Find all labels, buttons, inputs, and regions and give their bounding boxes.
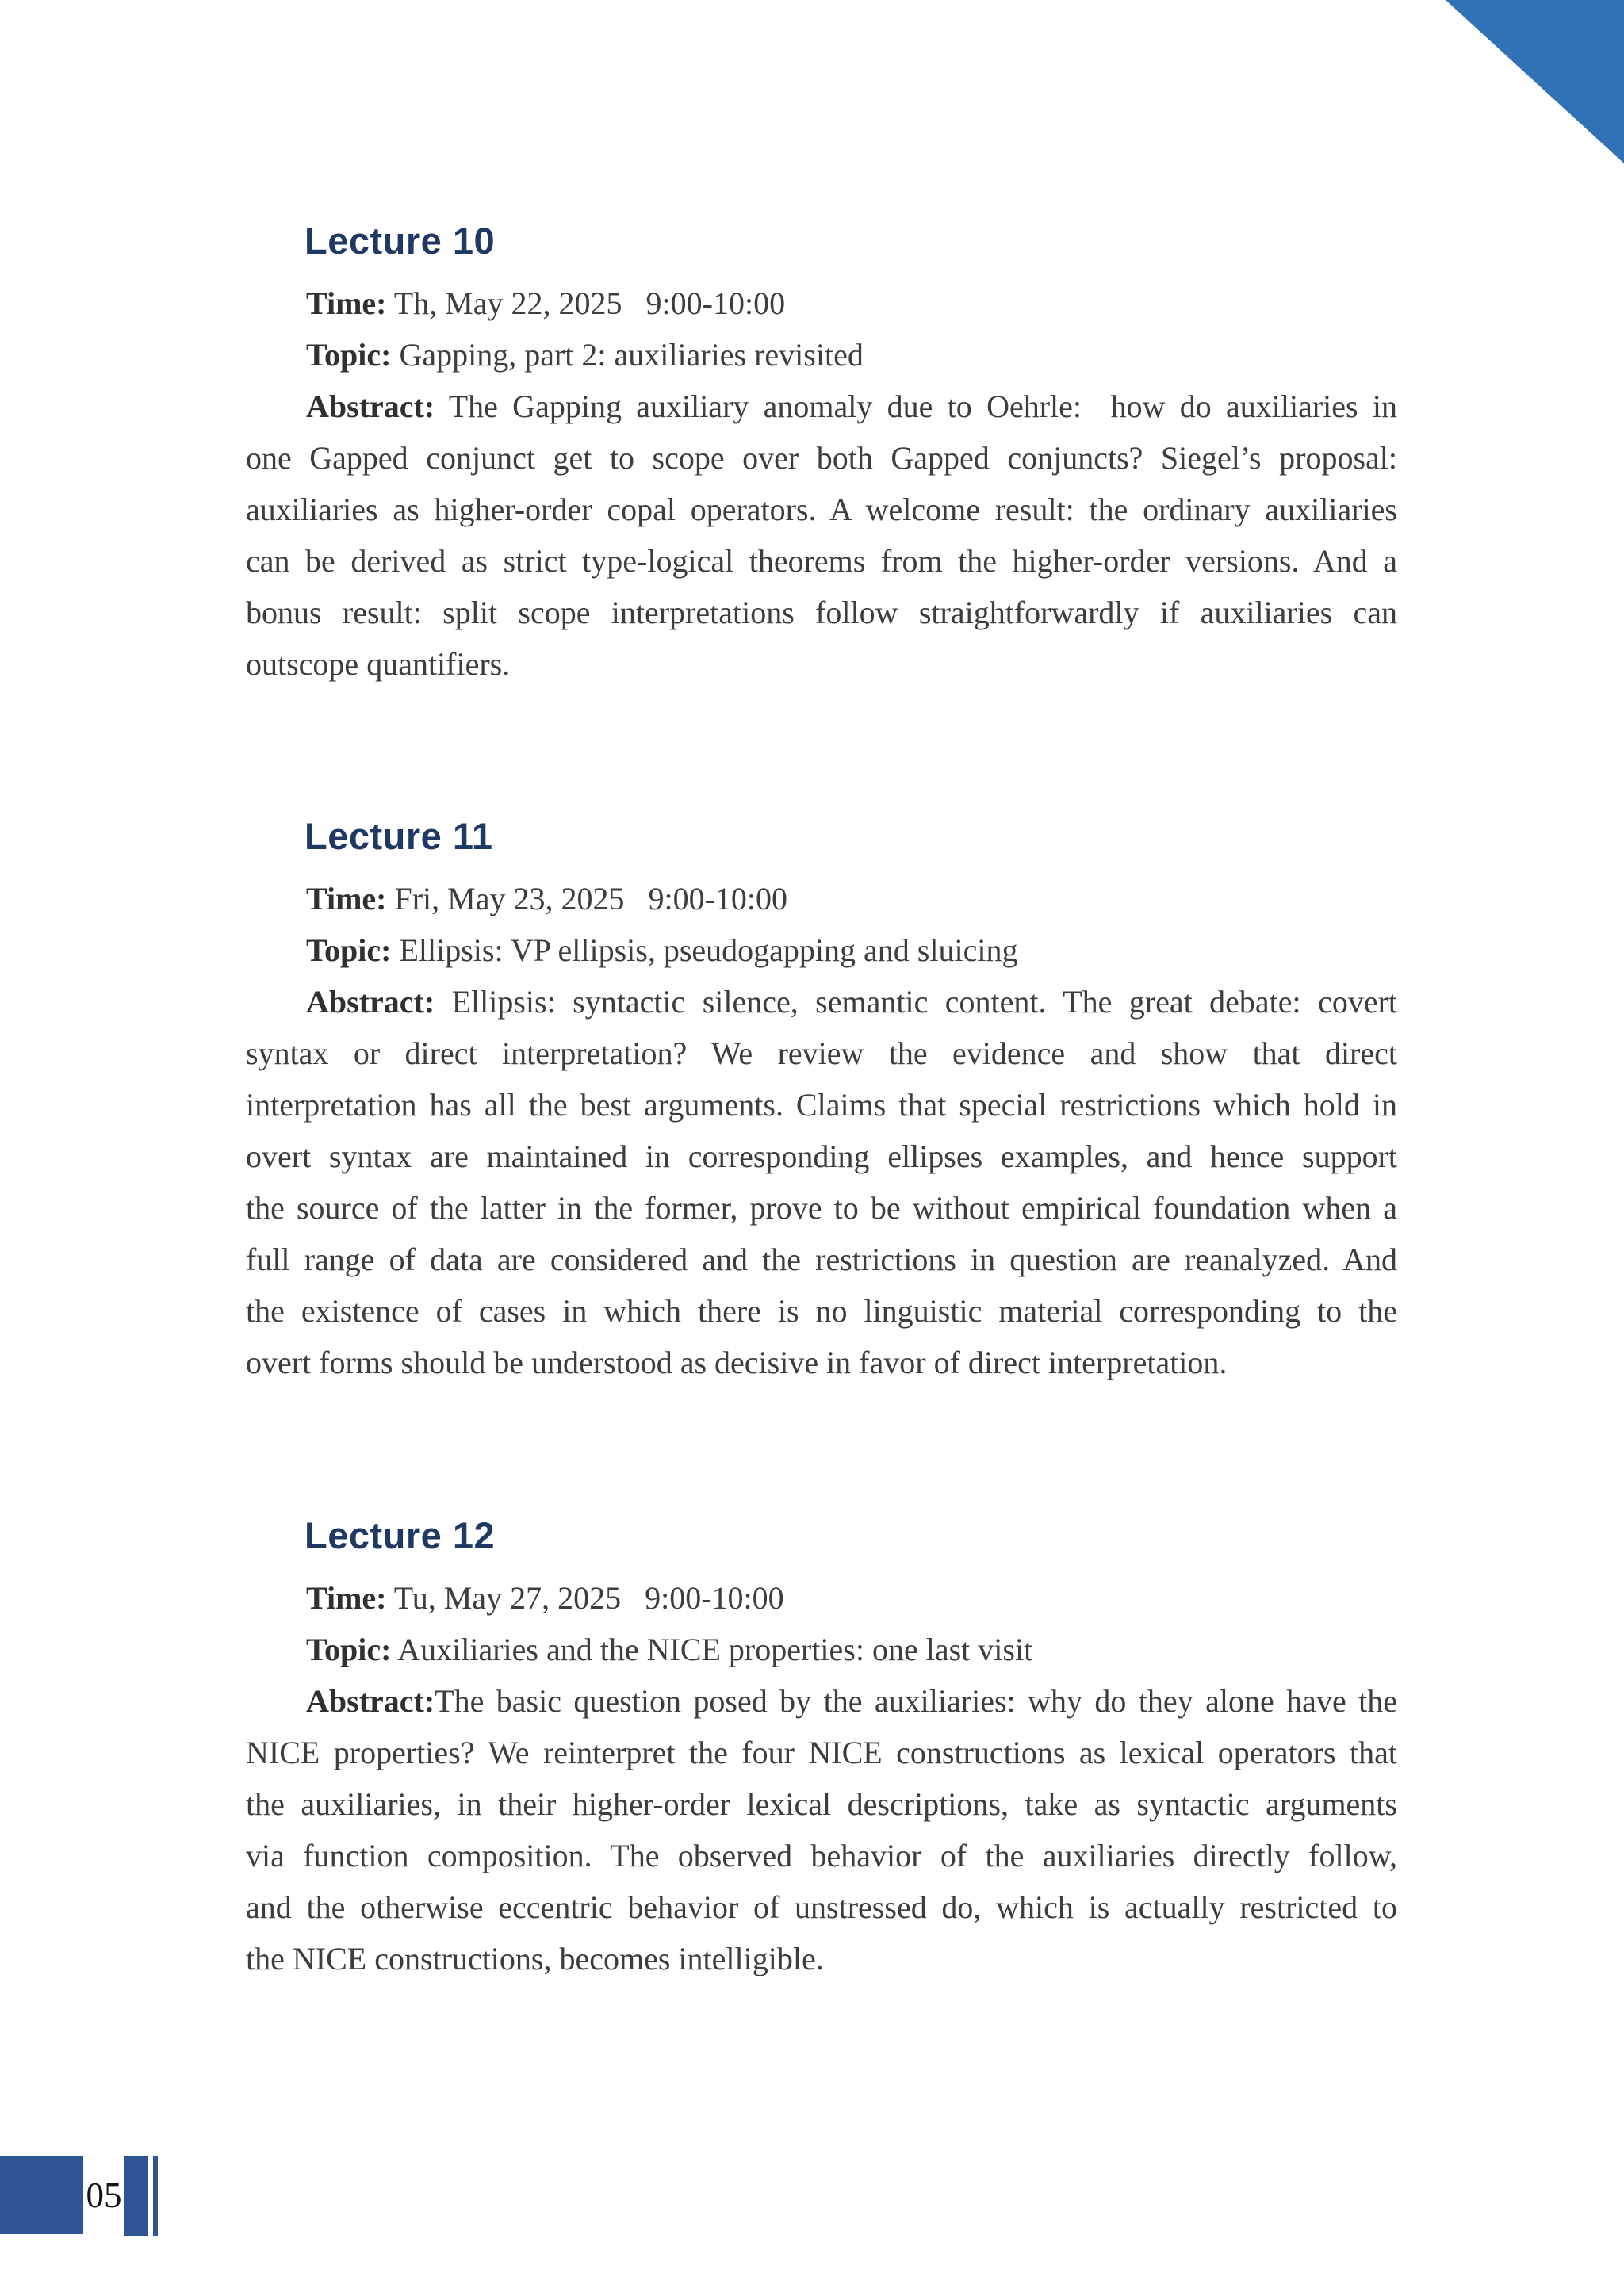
abstract-line: syntax or direct interpretation? We review the evidence and show that direct	[246, 1035, 1397, 1071]
abstract-label: Abstract:	[306, 388, 435, 424]
abstract-line: the auxiliaries, in their higher-order lexical descriptions, take as syntactic arguments	[246, 1786, 1397, 1822]
lecture-time: 9:00-10:00	[645, 285, 786, 321]
page-number: 05	[86, 2175, 122, 2215]
abstract-line: and the otherwise eccentric behavior of unstressed do, which is actually restricted to	[246, 1889, 1397, 1925]
lecture-time-row	[246, 1572, 1397, 1624]
lecture-time: 9:00-10:00	[648, 881, 788, 916]
lecture-topic-row	[246, 924, 1397, 976]
footer-block-decoration	[0, 2156, 83, 2234]
lecture-abstract	[246, 1675, 1397, 1984]
time-label: Time:	[306, 1580, 387, 1616]
abstract-line: outscope quantifiers.	[246, 646, 511, 682]
lecture-abstract	[246, 976, 1397, 1388]
topic-label: Topic:	[306, 337, 392, 373]
lecture-topic-row	[246, 329, 1397, 381]
abstract-line: the source of the latter in the former, prove to be without empirical foundation when a	[246, 1190, 1397, 1226]
abstract-line: interpretation has all the best arguments. Claims that special restrictions which hold in	[246, 1087, 1397, 1123]
abstract-line: can be derived as strict type-logical theorems from the higher-order versions. And a	[246, 543, 1397, 579]
abstract-line: the NICE constructions, becomes intelligible.	[246, 1941, 824, 1976]
lecture-time: 9:00-10:00	[645, 1580, 784, 1616]
abstract-label: Abstract:	[306, 984, 435, 1020]
abstract-line: the existence of cases in which there is no linguistic material corresponding to the	[246, 1293, 1397, 1329]
lecture-date: Fri, May 23, 2025	[394, 881, 625, 916]
lecture-topic: Ellipsis: VP ellipsis, pseudogapping and sluicing	[399, 932, 1018, 968]
lecture-topic-row	[246, 1624, 1397, 1675]
lecture-abstract	[246, 381, 1397, 690]
lecture-title: Lecture 10	[304, 220, 496, 262]
lecture-title: Lecture 11	[304, 815, 493, 857]
lecture-date: Tu, May 27, 2025	[393, 1580, 622, 1616]
abstract-line: full range of data are considered and the restrictions in question are reanalyzed. And	[246, 1242, 1397, 1277]
lecture-time-row	[246, 277, 1397, 329]
abstract-line: one Gapped conjunct get to scope over both Gapped conjuncts? Siegel’s proposal:	[246, 440, 1397, 476]
time-label: Time:	[306, 881, 387, 916]
abstract-line: bonus result: split scope interpretations follow straightforwardly if auxiliaries can	[246, 595, 1397, 630]
abstract-line: NICE properties? We reinterpret the four NICE constructions as lexical operators that	[246, 1735, 1397, 1770]
abstract-line: overt syntax are maintained in corresponding ellipses examples, and hence support	[246, 1138, 1397, 1174]
lecture-title: Lecture 12	[304, 1514, 496, 1556]
abstract-line: overt forms should be understood as decisive in favor of direct interpretation.	[246, 1345, 1228, 1380]
abstract-line: Abstract:The basic question posed by the auxiliaries: why do they alone have the	[306, 1683, 1397, 1719]
footer-bar-decoration	[124, 2156, 148, 2236]
footer-thin-bar-decoration	[153, 2156, 158, 2236]
abstract-line: auxiliaries as higher-order copal operators. A welcome result: the ordinary auxiliaries	[246, 492, 1397, 527]
abstract-label: Abstract:	[306, 1683, 435, 1719]
lecture-topic: Auxiliaries and the NICE properties: one last visit	[397, 1632, 1033, 1667]
abstract-line: via function composition. The observed behavior of the auxiliaries directly follow,	[246, 1838, 1397, 1873]
lecture-date: Th, May 22, 2025	[393, 285, 622, 321]
lecture-topic: Gapping, part 2: auxiliaries revisited	[399, 337, 864, 373]
corner-triangle-decoration	[1446, 0, 1624, 163]
abstract-line: Abstract: The Gapping auxiliary anomaly due to Oehrle: how do auxiliaries in	[306, 388, 1397, 424]
abstract-line: Abstract: Ellipsis: syntactic silence, semantic content. The great debate: covert	[306, 984, 1397, 1020]
topic-label: Topic:	[306, 1632, 392, 1667]
time-label: Time:	[306, 285, 387, 321]
topic-label: Topic:	[306, 932, 392, 968]
lecture-time-row	[246, 873, 1397, 924]
